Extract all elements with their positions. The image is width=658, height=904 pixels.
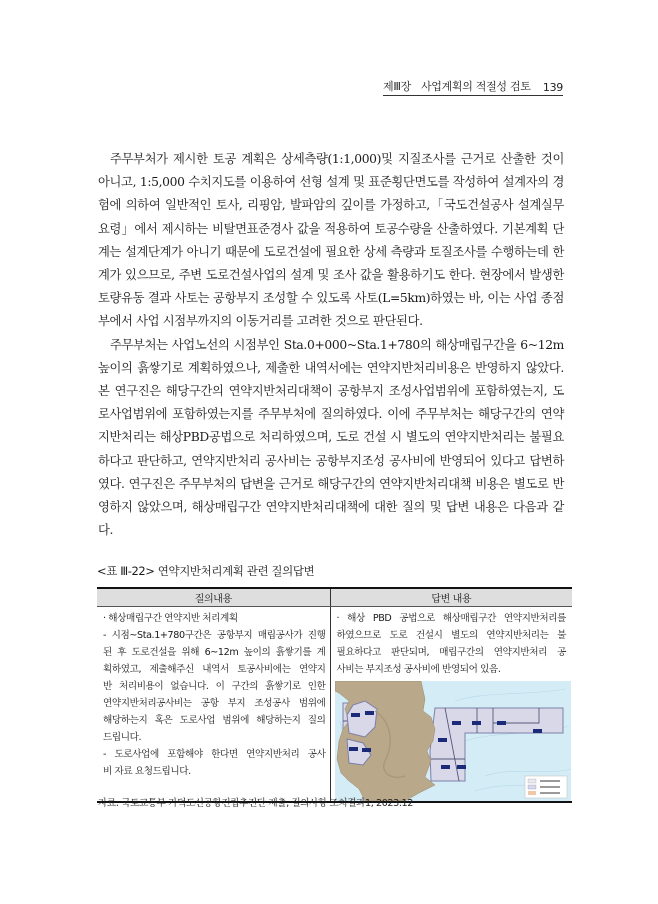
section-title: 사업계획의 적절성 검토 <box>420 80 531 93</box>
map-graphic <box>335 681 571 801</box>
paragraph-earthwork: 주무부처가 제시한 토공 계획은 상세측량(1:1,000)및 지질조사를 근거로 산출한 것이 아니고, 1:5,000 수치지도를 이용하여 선형 설계 및 표준횡단면도를 작성하여 설계자의 경험에 의하여 일반적인 토사, 리핑암, 발파암의 깊이를 가정하고,「국도건설공사 설계실무요령」에서 제시하는 비탈면표준경사 값을 적용하여 토공수량을 산출하였다. 기본계획 단계는 설계단계가 아니기 때문에 도로건설에 필요한 상세 측량과 토질조사를 수행하는데 한계가 있으므로, 주변 도로건설사업의 설계 및 조사 값을 활용하기도 한다. 현장에서 발생한 토량유동 결과 사토는 공항부지 조성할 수 있도록 사토(L=5km)하였는 바, 이는 사업 종점부에서 사업 시점부까지의 이동거리를 고려한 것으로 판단된다. <box>98 152 564 329</box>
question-line: 반 처리비용이 없습니다. 이 구간의 흙쌓기로 인한 <box>103 681 326 692</box>
question-line: 된 후 도로건설을 위해 6~12m 높이의 흙쌓기를 계 <box>103 647 326 658</box>
soft-ground-zone-map <box>335 681 571 801</box>
answer-line: 필요하다고 판단되며, 매립구간의 연약지반처리 공 <box>336 647 566 658</box>
question-line: - 시점~Sta.1+780구간은 공항부지 매립공사가 진행 <box>103 630 326 641</box>
question-line: 해당하는지 혹은 도로사업 범위에 해당하는지 질의 <box>103 715 326 726</box>
table-caption: <표 Ⅲ-22> 연약지반처리계획 관련 질의답변 <box>97 564 315 578</box>
question-line: - 도로사업에 포함해야 한다면 연약지반처리 공사 <box>103 749 326 760</box>
answer-line: · 해상 PBD 공법으로 해상매립구간 연약지반처리를 <box>336 613 566 624</box>
question-line: 드립니다. <box>103 732 142 743</box>
header-answer: 답변 내용 <box>330 588 572 607</box>
question-line: · 해상매립구간 연약지반 처리계획 <box>103 613 238 624</box>
answer-line: 하였으므로 도로 건설시 별도의 연약지반처리는 불 <box>336 630 566 641</box>
question-line: 비 자료 요청드립니다. <box>103 766 191 777</box>
question-line: 연약지반처리공사비는 공항 부지 조성공사 범위에 <box>103 698 326 709</box>
chapter-label: 제Ⅲ장 <box>383 80 411 93</box>
page-number: 139 <box>542 81 563 94</box>
header-question: 질의내용 <box>97 588 330 607</box>
map-legend <box>525 776 567 798</box>
table-source: 자료: 국토교통부 가덕도신공항건립추진단 제출, 질의사항 조치결과1, 2023.12 <box>98 798 413 809</box>
answer-cell <box>330 607 572 803</box>
question-cell <box>97 607 330 803</box>
paragraph-soft-ground: 주무부처는 사업노선의 시점부인 Sta.0+000~Sta.1+780의 해상매립구간을 6~12m 높이의 흙쌓기로 계획하였으나, 제출한 내역서에는 연약지반처리비용은 반영하지 않았다. 본 연구진은 해당구간의 연약지반처리대책이 공항부지 조성사업범위에 포함하였는지, 도로사업범위에 포함하였는지를 주무부처에 질의하였다. 이에 주무부처는 해당구간의 연약지반처리는 해상PBD공법으로 처리하였으며, 도로 건설 시 별도의 연약지반처리는 불필요하다고 판단하고, 연약지반처리 공사비는 공항부지조성 공사비에 반영되어 있다고 답변하였다. 연구진은 주무부처의 답변을 근거로 해당구간의 연약지반처리대책 비용은 별도로 반영하지 않았으며, 해상매립구간 연약지반처리대책에 대한 질의 및 답변 내용은 다음과 같다. <box>98 337 564 538</box>
answer-line: 사비는 부지조성 공사비에 반영되어 있음. <box>336 664 501 675</box>
qa-table <box>97 587 572 803</box>
question-line: 획하였고, 제출해주신 내역서 토공사비에는 연약지 <box>103 664 326 675</box>
page-header <box>383 76 563 96</box>
body-text <box>98 148 564 542</box>
